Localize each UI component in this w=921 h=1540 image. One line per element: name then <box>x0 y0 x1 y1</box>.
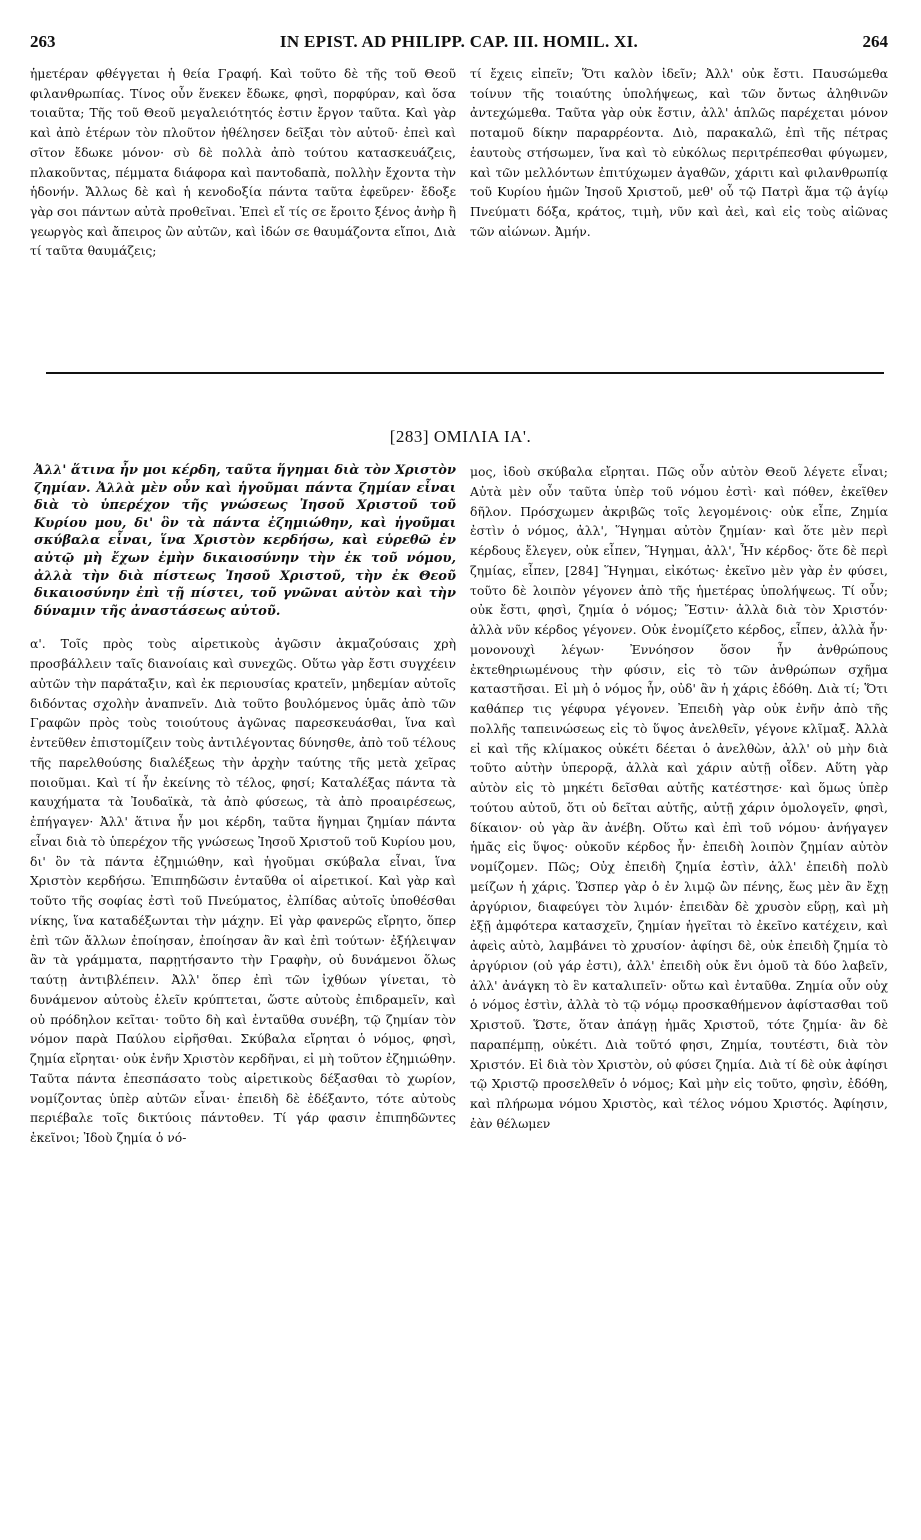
running-head <box>30 32 888 54</box>
page-number-right: 264 <box>862 32 888 51</box>
top-left-paragraph: ἡμετέραν φθέγγεται ἡ θεία Γραφή. Καὶ τοῦτο δὲ τῆς τοῦ Θεοῦ φιλανθρωπίας. Τίνος οὖν ἕνεκεν ἔδωκε, φησὶ, πορφύραν, καὶ ὅσα τοιαῦτα; Τῆς τοῦ Θεοῦ μεγαλειότητός ἐστιν ἔργον ταῦτα. Καὶ γὰρ καὶ ἀπὸ ἑτέρων τὸν πλοῦτον ἠθέλησεν δεῖξαι τὸν αὐτοῦ· ἐπεὶ καὶ σῖτον ἔδωκε μόνον· σὺ δὲ πολλὰ ἀπὸ τούτου κατασκευάζεις, πλακοῦντας, πέμματα διάφορα καὶ παντοδαπὰ, πολλὴν ἔχοντα τὴν ἡδονήν. Ἄλλως δὲ καὶ ἡ κενοδοξία πάντα ταῦτα ἐφεῦρεν· ἔδοξε γὰρ σοι πάντων αὐτὰ προθεῖναι. Ἐπεὶ εἴ τίς σε ἔροιτο ξένος ἀνὴρ ἢ γεωργὸς καὶ ἄπειρος ὢν αὐτῶν, καὶ ἰδών σε θαυμάζοντα εἴποι, Διὰ τί ταῦτα θαυμάζεις; <box>30 66 456 259</box>
section-divider <box>46 372 884 374</box>
homily-body-left: α'. Τοῖς πρὸς τοὺς αἱρετικοὺς ἀγῶσιν ἀκμαζούσαις χρὴ προσβάλλειν ταῖς διανοίαις καὶ συνεχῶς. Οὕτω γὰρ ἔστι συγχέειν αὐτῶν τὴν παράταξιν, καὶ ἐκ περιουσίας κρατεῖν, μηδεμίαν αὐτοῖς διδόντας σχολὴν ἀναπνεῖν. Διὰ τοῦτο βουλόμενος ὑμᾶς ἀπὸ τῶν Γραφῶν πρὸς τοὺς τοιούτους ἀγῶνας παρεσκευάσθαι, ἵνα καὶ ἐντεῦθεν ἐπιστομίζειν τοὺς ἀντιλέγοντας δύνησθε, ἀπὸ τοῦ τέλους τῆς παρελθούσης διαλέξεως τὴν ἀρχὴν ταύτης τῆς μετὰ χεῖρας ποιοῦμαι. Καὶ τί ἦν ἐκείνης τὸ τέλος, φησί; Καταλέξας πάντα τὰ καυχήματα τὰ Ἰουδαϊκὰ, τὰ ἀπὸ φύσεως, τὰ ἀπὸ προαιρέσεως, ἐπήγαγεν· Ἀλλ' ἅτινα ἦν μοι κέρδη, ταῦτα ἥγημαι ζημίαν πάντα εἶναι διὰ τὸ ὑπερέχον τῆς γνώσεως Ἰησοῦ Χριστοῦ τοῦ Κυρίου μου, δι' ὃν τὰ πάντα ἐζημιώθην, καὶ ἡγοῦμαι σκύβαλα εἶναι, ἵνα Χριστὸν κερδήσω. Ἐπιπηδῶσιν ἐνταῦθα οἱ αἱρετικοί. Καὶ γὰρ καὶ τοῦτο τῆς σοφίας ἐστὶ τοῦ Πνεύματος, ἐλπίδας αὐτοῖς ὑποθέσθαι νίκης, ἵνα καταδέξωνται τὴν μάχην. Εἰ γὰρ φανερῶς εἴρητο, ὅπερ ἐπὶ τῶν ἄλλων ἐποίησαν, ἐποίησαν ἂν καὶ ἐπὶ τούτων· ἐξήλειψαν ἂν τὰ γράμματα, παρῃτήσαντο τὴν Γραφὴν, οὐ δυνάμενοι ὅλως ταύτῃ ἀντιβλέπειν. Ἀλλ' ὅπερ ἐπὶ τῶν ἰχθύων γίνεται, τὸ δυνάμενον αὐτοὺς ἑλεῖν κρύπτεται, ὥστε αὐτοὺς ἐπιδραμεῖν, καὶ οὐ πρόδηλον κεῖται· τοῦτο δὴ καὶ ἐνταῦθα συνέβη, τῷ ζημίαν τὸν νόμον παρὰ Παύλου εἰρῆσθαι. Σκύβαλα εἴρηται ὁ νόμος, φησὶ, ζημία εἴρηται· οὐκ ἐνῆν Χριστὸν κερδῆναι, εἰ μὴ τοῦτον ἐζημιώθην. Ταῦτα πάντα ἐπεσπάσατο τοὺς αἱρετικοὺς δέξασθαι τὸ χωρίον, νομίζοντας ὑπὲρ αὐτῶν εἶναι· ἐπειδὴ δὲ ἐδέξαντο, τότε αὐτοὺς περιέβαλε τοῖς δικτύοις πάντοθεν. Τί γάρ φασιν ἐπιπηδῶντες ἐκεῖνοι; Ἰδοὺ ζημία ὁ νό- <box>30 636 456 1146</box>
homily-left-column <box>30 462 456 1148</box>
homily-right-column <box>470 462 888 1134</box>
top-left-column <box>30 64 456 261</box>
top-right-column <box>470 64 888 241</box>
homily-body-right: μος, ἰδοὺ σκύβαλα εἴρηται. Πῶς οὖν αὐτὸν Θεοῦ λέγετε εἶναι; Αὐτὰ μὲν οὖν ταῦτα ὑπὲρ τοῦ νόμου ἐστὶ· καὶ πόθεν, ἐκεῖθεν δῆλον. Πρόσχωμεν ἀκριβῶς τοῖς λεγομένοις· οὐκ εἶπε, Ζημία ἐστὶν ὁ νόμος, ἀλλ', Ἥγημαι αὐτὸν ζημίαν· καὶ ὅτε μὲν περὶ κέρδους ἔλεγεν, οὐκ εἶπεν, Ἥγημαι, ἀλλ', Ἦν κέρδος· ὅτε δὲ περὶ ζημίας, εἶπεν, [284] Ἥγημαι, εἰκότως· ἐκεῖνο μὲν γὰρ ἐν φύσει, τοῦτο δὲ λοιπὸν γέγονεν ἀπὸ τῆς ἡμετέρας ὑπολήψεως. Τί οὖν; οὐκ ἔστι, φησὶ, ζημία ὁ νόμος; Ἔστιν· ἀλλὰ διὰ τὸν Χριστόν· ἀλλὰ νῦν κέρδος γέγονεν. Οὐκ ἐνομίζετο κέρδος, εἶπεν, ἀλλὰ ἦν· μονονουχὶ λέγων· Ἐννόησον ὅσον ἦν ἀνθρώπους ἐκτεθηριωμένους τὴν φύσιν, εἰς τὸ τῶν ἀνθρώπων σχῆμα καταστῆσαι. Εἰ μὴ ὁ νόμος ἦν, οὐδ' ἂν ἡ χάρις ἐδόθη. Διὰ τί; Ὅτι καθάπερ τις γέφυρα γέγονεν. Ἐπειδὴ γὰρ οὐκ ἐνῆν ἀπὸ τῆς πολλῆς ταπεινώσεως εἰς τὸ ὕψος ἀνελθεῖν, γέγονε κλῖμαξ. Ἀλλὰ εἰ καὶ τῆς κλίμακος οὐκέτι δέεται ὁ ἀνελθὼν, ἀλλ' οὐ μὴν διὰ τοῦτο αὐτὴν ὑπερορᾷ, ἀλλὰ καὶ χάριν αὐτῇ οἶδεν. Αὕτη γὰρ αὐτὸν εἰς τὸ μηκέτι δεῖσθαι αὐτῆς κατέστησε· καὶ ὅμως ὑπὲρ τούτου αὐτοῦ, ὅτι οὐ δεῖται αὐτῆς, αὐτῇ χάριν ὁμολογεῖν, φησὶ, δίκαιον· οὐ γὰρ ἂν ἀνέβη. Οὕτω καὶ ἐπὶ τοῦ νόμου· ἀνήγαγεν ἡμᾶς εἰς ὕψος· οὐκοῦν κέρδος ἦν· ἐπειδὴ λοιπὸν ζημίαν αὐτὸν νομίζομεν. Πῶς; Οὐχ ἐπειδὴ ζημία ἐστὶν, ἀλλ' ἐπειδὴ πολὺ μείζων ἡ χάρις. Ὥσπερ γὰρ ὁ ἐν λιμῷ ὢν πένης, ἕως μὲν ἂν ἔχῃ ἀργύριον, διαφεύγει τὸν λιμόν· ἐπειδὰν δὲ χρυσὸν εὕρῃ, καὶ μὴ ἐξῇ ἀμφότερα κατασχεῖν, ζημίαν ἡγεῖται τὸ ἐκεῖνο κατέχειν, καὶ ἀφεὶς αὐτὸ, λαμβάνει τὸ χρυσίον· ἀφίησι δὲ, οὐκ ἐπειδὴ ζημία τὸ ἀργύριον (οὐ γάρ ἐστι), ἀλλ' ἐπειδὴ οὐκ ἔνι ὁμοῦ τὰ δύο λαβεῖν, ἀλλ' ἀνάγκη τὸ ἓν καταλιπεῖν· οὕτω καὶ ἐνταῦθα. Ζημία οὖν οὐχ ὁ νόμος ἐστὶν, ἀλλὰ τὸ τῷ νόμῳ προσκαθήμενον ἀφίστασθαι τοῦ Χριστοῦ. Ὥστε, ὅταν ἀπάγῃ ἡμᾶς Χριστοῦ, τότε ζημία· ἂν δὲ παραπέμπῃ, οὐκέτι. Διὰ τοῦτό φησι, Ζημία, τουτέστι, διὰ τὸν Χριστόν. Εἰ διὰ τὸν Χριστὸν, οὐ φύσει ζημία. Διὰ τί δὲ οὐκ ἀφίησι τῷ Χριστῷ προσελθεῖν ὁ νόμος; Καὶ μὴν εἰς τοῦτο, φησὶν, ἐδόθη, καὶ πλήρωμα νόμου Χριστὸς, καὶ τέλος νόμου Χριστός. Ἀφίησιν, ἐὰν θέλωμεν <box>470 464 888 1131</box>
page-number-left: 263 <box>30 32 56 51</box>
top-right-paragraph: τί ἔχεις εἰπεῖν; Ὅτι καλὸν ἰδεῖν; Ἀλλ' οὐκ ἔστι. Παυσώμεθα τοίνυν τῆς τοιαύτης ὑπολήψεως, καὶ τῶν ὄντως ἀληθινῶν ἀντεχώμεθα. Ταῦτα γὰρ οὐκ ἔστιν, ἀλλ' ἁπλῶς παρέχεται μόνον ποταμοῦ δίκην παραρρέοντα. Διὸ, παρακαλῶ, ἐπὶ τῆς πέτρας ἑαυτοὺς στήσωμεν, ἵνα καὶ τὸ εὐκόλως περιτρέπεσθαι φύγωμεν, καὶ τῶν μελλόντων ἐπιτύχωμεν ἀγαθῶν, χάριτι καὶ φιλανθρωπίᾳ τοῦ Κυρίου ἡμῶν Ἰησοῦ Χριστοῦ, μεθ' οὗ τῷ Πατρὶ ἅμα τῷ ἁγίῳ Πνεύματι δόξα, κράτος, τιμὴ, νῦν καὶ ἀεὶ, καὶ εἰς τοὺς αἰῶνας τῶν αἰώνων. Ἀμήν. <box>470 66 888 239</box>
scripture-lemma: Ἀλλ' ἅτινα ἦν μοι κέρδη, ταῦτα ἥγημαι διὰ τὸν Χριστὸν ζημίαν. Ἀλλὰ μὲν οὖν καὶ ἡγοῦμαι πάντα ζημίαν εἶναι διὰ τὸ ὑπερέχον τῆς γνώσεως Ἰησοῦ Χριστοῦ τοῦ Κυρίου μου, δι' ὃν τὰ πάντα ἐζημιώθην, καὶ ἡγοῦμαι σκύβαλα εἶναι, ἵνα Χριστὸν κερδήσω, καὶ εὑρεθῶ ἐν αὐτῷ μὴ ἔχων ἐμὴν δικαιοσύνην τὴν ἐκ τοῦ νόμου, ἀλλὰ τὴν διὰ πίστεως Ἰησοῦ Χριστοῦ, τὴν ἐκ Θεοῦ δικαιοσύνην ἐπὶ τῇ πίστει, τοῦ γνῶναι αὐτὸν καὶ τὴν δύναμιν τῆς ἀναστάσεως αὐτοῦ. <box>34 463 456 619</box>
homily-title: [283] ΟΜΙΛΙΑ ΙΑ'. <box>389 427 532 446</box>
running-title: IN EPIST. AD PHILIPP. CAP. III. HOMIL. XI. <box>279 32 639 51</box>
